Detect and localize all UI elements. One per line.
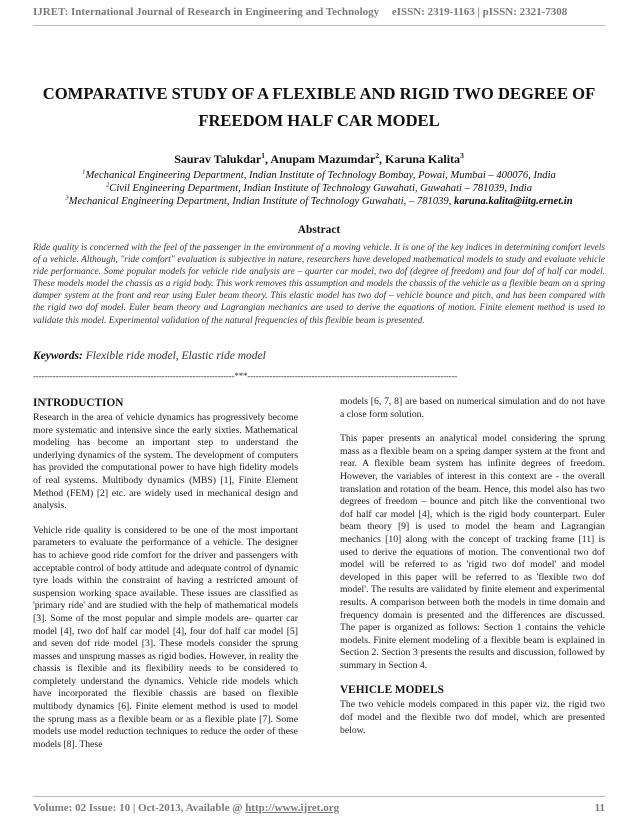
affiliation-2 (28, 183, 610, 194)
affiliation-1 (28, 170, 610, 181)
author-superscript: 1 (261, 151, 265, 160)
vehicle-models-paragraph: The two vehicle models compared in this paper viz. the rigid two dof model and the flexible two dof model, which are presented below. (340, 699, 605, 736)
introduction-paragraph: Vehicle ride quality is considered to be one of the most important parameters to evaluate the performance of a vehicle. The designer has to achieve good ride comfort for the driver and passengers with acceptable control of body attitude and adequate control of dynamic tyre loads within the constraint of having a restricted amount of suspension working space available. These issues are classified as 'primary ride' and are studied with the help of mathematical models [3]. Some of the most popular and simple models are- quarter car model [4], two dof half car model [4], four dof half car model [5] and seven dof ride model [3]. These models consider the sprung masses and unsprung masses as rigid bodies. However, in reality the chassis is flexible and its flexibility needs to be considered to completely understand the dynamics. Vehicle ride models which have incorporated the flexible chassis are based on flexible multibody dynamics [6]. Finite element method is used to model the sprung mass as a flexible beam or as a flexible plate [7]. Some models use model reduction techniques to reduce the order of these models [8]. These (33, 524, 298, 750)
journal-name: IJRET: International Journal of Research in Engineering and Technology (33, 6, 380, 18)
body-paragraph: This paper presents an analytical model considering the sprung mass as a flexible beam on a spring damper system at the front and rear. A flexible beam system has infinite degrees of freedom. However, the variables of interest in this context are - the overall translation and rotation of the beam. Hence, this model also has two degrees of freedom – bounce and pitch like the conventional two dof half car model [4], which is the rigid body counterpart. Euler beam theory [9] is used to model the beam and Lagrangian mechanics [10] along with the concept of tracking frame [11] is used to derive the equations of motion. The conventional two dof model will be referred to as 'rigid two dof model' and model developed in this paper will be referred to as 'flexible two dof model'. The results are validated by finite element and experimental results. A comparison between both the models in time domain and frequency domain is presented and the differences are discussed. The paper is organized as follows: Section 1 contains the vehicle models. Finite element modeling of a flexible beam is explained in Section 2. Section 3 presents the results and discussion, followed by summary in Section 4. (340, 433, 605, 671)
journal-link[interactable]: http://www.ijret.org (245, 802, 340, 814)
author-list: Saurav Talukdar$^1$, Anupam Mazumdar$^2$, Karuna Kalita$^3$ (174, 151, 464, 166)
affiliation-email[interactable]: karuna.kalita@iitg.ernet.in (454, 196, 573, 207)
left-column (33, 397, 298, 763)
affiliation-superscript: 1 (82, 168, 86, 176)
affiliation-superscript: 2 (105, 181, 110, 189)
author-name: Karuna Kalita (385, 152, 461, 166)
page-number: 11 (594, 802, 605, 814)
paper-title (28, 80, 610, 134)
page-footer (33, 802, 605, 814)
keywords-label: Keywords: (33, 350, 83, 362)
author-name: Saurav Talukdar (174, 152, 262, 166)
affiliation-superscript: 3 (65, 194, 69, 202)
journal-header (33, 6, 605, 18)
journal-issn: eISSN: 2319-1163 | pISSN: 2321-7308 (391, 6, 568, 18)
title-line-2: FREEDOM HALF CAR MODEL (198, 111, 440, 130)
affiliation-3 (28, 196, 610, 207)
introduction-heading: INTRODUCTION (33, 397, 124, 409)
footer-text: Volume: 02 Issue: 10 | Oct-2013, Available @ (33, 802, 246, 814)
abstract-heading: Abstract (297, 224, 341, 236)
footer-rule (33, 796, 605, 797)
vehicle-models-heading: VEHICLE MODELS (340, 684, 444, 697)
affiliation-text: Mechanical Engineering Department, Indian Institute of Technology Guwahati, – 781039, (68, 196, 455, 207)
keywords (33, 350, 605, 362)
affiliation-text: Civil Engineering Department, Indian Institute of Technology Guwahati, Guwahati – 781039, India (109, 183, 533, 194)
body-paragraph: models [6, 7, 8] are based on numerical simulation and do not have a close form solution. (340, 396, 605, 420)
author-superscript: 3 (460, 151, 464, 160)
header-rule (33, 25, 605, 26)
right-column (340, 396, 605, 749)
author-superscript: 2 (375, 151, 380, 160)
introduction-paragraph: Research in the area of vehicle dynamics has progressively become more systematic and intensive since the early sixties. Mathematical modeling has become an important step to understand the underlying dynamics of the system. The development of computers has provided the computational power to have high fidelity models of real systems. Multibody dynamics (MBS) [1], Finite Element Method (FEM) [2] etc. are widely used in mechanical design and analysis. (33, 412, 298, 512)
abstract-body: Ride quality is concerned with the feel of the passenger in the environment of a moving vehicle. It is one of the key indices in determining comfort levels of a vehicle. Although, "ride comfort" evaluation is subjective in nature, researchers have developed mathematical models to study and evaluate vehicle ride performance. Some popular models for vehicle ride analysis are – quarter car model, two dof (degree of freedom) and four dof of half car model. These models model the chassis as a rigid body. This work removes this assumption and models the chassis of the vehicle as a flexible beam on a spring damper system at the front and rear using Euler beam theory. This elastic model has two dof – vehicle bounce and pitch, and has been compared with the rigid two dof model. Euler beam theory and Lagrangian mechanics are used to derive the equations of motion. Finite element method is used to validate this model. Experimental validation of the natural frequencies of this flexible beam is presented. (33, 243, 605, 326)
section-divider: ------------------------------------------------------------------------***--------------------------------------------------------------------------- (33, 371, 458, 381)
affiliation-text: Mechanical Engineering Department, Indian Institute of Technology Bombay, Powai, Mumbai – 400076, India (85, 170, 556, 181)
keywords-text: Flexible ride model, Elastic ride model (85, 350, 266, 362)
title-line-1: COMPARATIVE STUDY OF A FLEXIBLE AND RIGID TWO DEGREE OF (42, 84, 596, 103)
author-name: Anupam Mazumdar (270, 152, 376, 166)
